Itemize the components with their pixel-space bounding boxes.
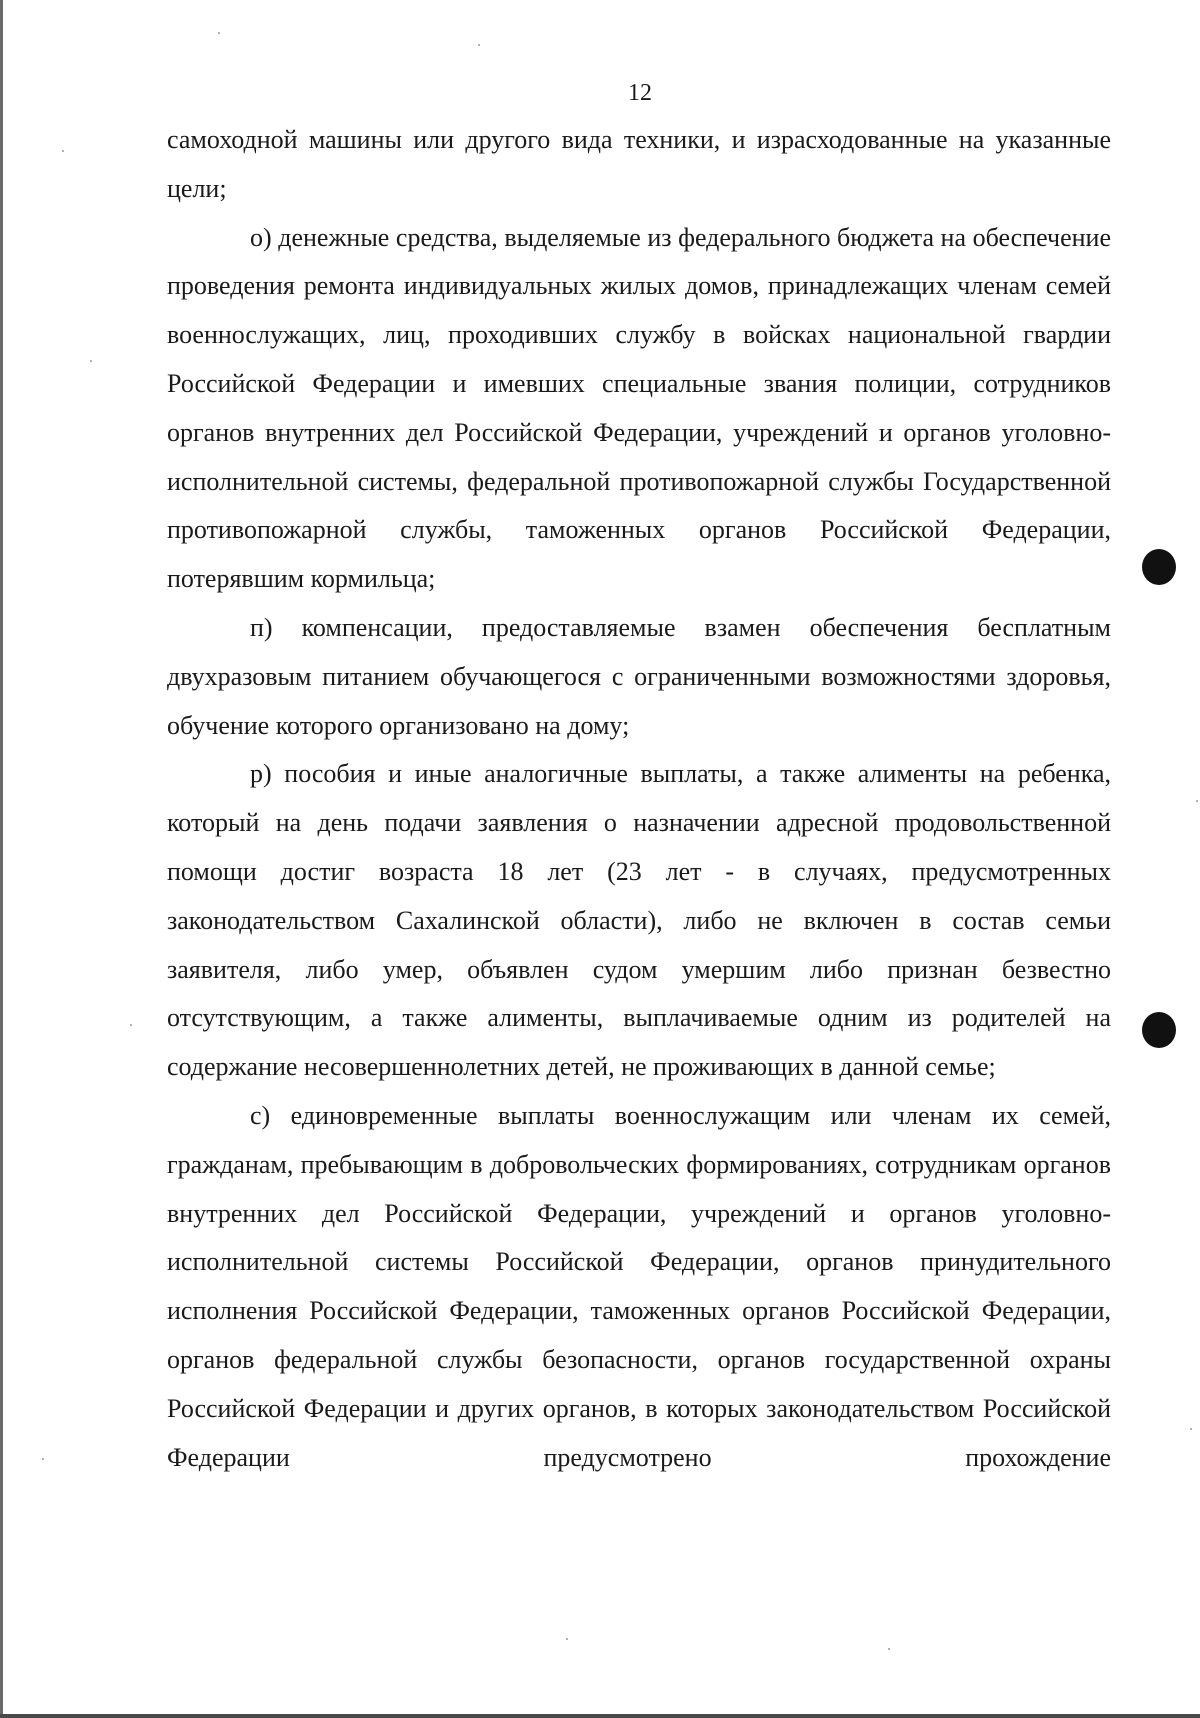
page-number: 12 <box>628 80 652 106</box>
paragraph-s: с) единовременные выплаты военнослужащим или членам их семей, гражданам, пребывающим в добровольческих формированиях, сотрудникам органов внутренних дел Российской Федерации, учреждений и органов уголовно-исполнительной системы Российской Федерации, органов принудительного исполнения Российской Федерации, таможенных органов Российской Федерации, органов федеральной службы безопасности, органов государственной охраны Российской Федерации и других органов, в которых законодательством Российской Федерации предусмотрено прохождение <box>167 1100 1111 1472</box>
paragraph-continuation: самоходной машины или другого вида техники, и израсходованные на указанные цели; <box>167 125 1111 203</box>
scan-speck <box>1190 1428 1192 1430</box>
scan-speck <box>1196 800 1198 802</box>
scan-edge-left <box>0 0 3 1718</box>
punch-hole-mark <box>1142 1012 1176 1048</box>
punch-hole-mark <box>1142 549 1176 585</box>
scan-speck <box>130 1024 132 1026</box>
paragraph-o: о) денежные средства, выделяемые из федерального бюджета на обеспечение проведения ремонта индивидуальных жилых домов, принадлежащих членам семей военнослужащих, лиц, проходивших службу в войсках национальной гвардии Российской Федерации и имевших специальные звания полиции, сотрудников органов внутренних дел Российской Федерации, учреждений и органов уголовно-исполнительной системы, федеральной противопожарной службы Государственной противопожарной службы, таможенных органов Российской Федерации, потерявшим кормильца; <box>167 222 1111 594</box>
scan-edge-bottom <box>0 1714 1200 1718</box>
scan-speck <box>888 1648 890 1650</box>
scan-speck <box>566 1638 568 1640</box>
scan-speck <box>90 360 92 362</box>
paragraph-r: р) пособия и иные аналогичные выплаты, а также алименты на ребенка, который на день подачи заявления о назначении адресной продовольственной помощи достиг возраста 18 лет (23 лет - в случаях, предусмотренных законодательством Сахалинской области), либо не включен в состав семьи заявителя, либо умер, объявлен судом умершим либо признан безвестно отсутствующим, а также алименты, выплачиваемые одним из родителей на содержание несовершеннолетних детей, не проживающих в данной семье; <box>167 759 1111 1082</box>
paragraph-p: п) компенсации, предоставляемые взамен обеспечения бесплатным двухразовым питанием обучающегося с ограниченными возможностями здоровья, обучение которого организовано на дому; <box>167 612 1111 740</box>
scan-speck <box>478 44 480 46</box>
body-text <box>167 116 1111 1482</box>
scan-speck <box>218 32 220 34</box>
scan-speck <box>42 1458 44 1460</box>
scan-speck <box>62 150 64 152</box>
